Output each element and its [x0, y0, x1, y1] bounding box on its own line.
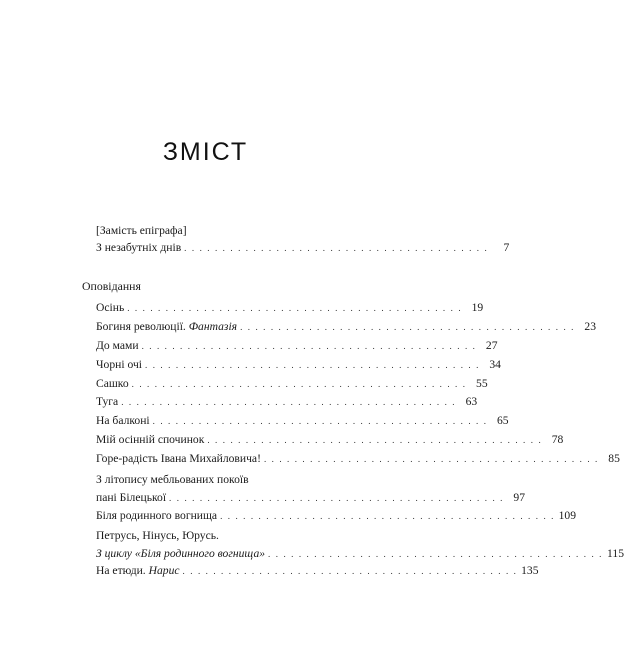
toc-entry-label [96, 451, 261, 466]
toc-entry-label [96, 508, 217, 523]
leader-dots: . . . . . . . . . . . . . . . . . . . . . . . . . . . . . . . . . . . . . . . . . . . . [220, 511, 556, 521]
leader-dots: . . . . . . . . . . . . . . . . . . . . . . . . . . . . . . . . . . . . . . . . . . . . [182, 566, 518, 576]
toc-entry-text: Чорні очі [96, 358, 143, 371]
toc-entry-label [96, 319, 237, 334]
toc-page-number: 23 [584, 320, 597, 333]
toc-entry-first-line [96, 528, 348, 543]
toc-entry-text: На балконі [96, 414, 150, 427]
toc-page-number: 19 [471, 301, 484, 314]
toc-entry[interactable] [96, 432, 564, 448]
section-heading: Оповідання [82, 279, 141, 293]
toc-entry[interactable] [96, 546, 624, 562]
toc-entry-label [96, 413, 150, 428]
toc-entry-text: Мій осінній спочинок [96, 433, 205, 446]
toc-page-number: 78 [551, 433, 564, 446]
toc-page-number: 63 [465, 395, 478, 408]
toc-entry-text: пані Білецької [96, 491, 167, 504]
toc-entry-label [96, 357, 142, 372]
toc-entry-label: З незабутніх днів [96, 241, 182, 254]
toc-page-number: 55 [476, 377, 488, 390]
toc-entry-label [96, 338, 139, 353]
toc-entry-text: На етюди. [96, 564, 146, 577]
leader-dots: . . . . . . . . . . . . . . . . . . . . . . . . . . . . . . . . . . . . . . . . . . . . [152, 416, 488, 426]
toc-entry[interactable] [96, 300, 484, 316]
toc-page-number: 27 [485, 339, 498, 352]
toc-entry-label [96, 432, 204, 447]
toc-entry-label [96, 394, 118, 409]
toc-entry[interactable] [96, 508, 577, 524]
toc-entry-subtitle: З циклу «Біля родинного вогнища» [96, 547, 266, 560]
toc-entry-text: Біля родинного вогнища [96, 509, 218, 522]
toc-entry-text: Туга [96, 395, 119, 408]
toc-page-number: 135 [521, 564, 539, 577]
toc-entry[interactable] [96, 240, 510, 256]
toc-page-number: 34 [489, 358, 501, 371]
toc-entry[interactable] [96, 338, 498, 354]
leader-dots: . . . . . . . . . . . . . . . . . . . . . . . . . . . . . . . . . . . . . . . . . . . . [268, 549, 603, 559]
toc-entry-label [96, 546, 265, 561]
toc-entry[interactable] [96, 394, 478, 410]
toc-entry[interactable] [96, 563, 539, 579]
toc-epigraph-note [96, 223, 348, 238]
toc-entry-label: Петрусь, Нінусь, Юрусь. [96, 529, 219, 542]
toc-entry-label [96, 300, 124, 315]
leader-dots: . . . . . . . . . . . . . . . . . . . . . . . . . . . . . . . . . . . . . . . . . . . . [121, 397, 457, 407]
toc-entry[interactable] [96, 376, 488, 392]
toc-page-number: 7 [503, 241, 510, 254]
toc-entry-text: Горе-радість Івана Михайловича! [96, 452, 261, 465]
toc-page-number: 85 [608, 452, 620, 465]
leader-dots: . . . . . . . . . . . . . . . . . . . . . . . . . . . . . . . . . . . . . . . . . . . . [169, 493, 504, 503]
toc-entry[interactable] [96, 451, 620, 467]
toc-page-number: 97 [513, 491, 525, 504]
toc-entry-text: Богиня революції. [96, 320, 186, 333]
leader-dots: . . . . . . . . . . . . . . . . . . . . . . . . . . . . . . . . . . . . . . . . . . . . [207, 435, 543, 445]
toc-entry-subtitle: Нарис [148, 564, 180, 577]
toc-entry-label [96, 563, 180, 578]
toc-entry-label: [Замість епіграфа] [96, 224, 187, 237]
toc-entry-label [96, 376, 129, 391]
toc-page-number: 109 [558, 509, 577, 522]
toc-entry-text: Осінь [96, 301, 125, 314]
toc-entry-label [96, 490, 166, 505]
leader-dots: . . . . . . . . . . . . . . . . . . . . . . . . . . . . . . . . . . . . . . . . . . . . [240, 322, 576, 332]
leader-dots: . . . . . . . . . . . . . . . . . . . . . . . . . . . . . . . . . . . . . . . . . . . . [263, 454, 599, 464]
toc-entry-text: До мами [96, 339, 139, 352]
toc-page-number: 115 [607, 547, 624, 560]
toc-entry[interactable] [96, 413, 509, 429]
toc-entry[interactable] [96, 319, 597, 335]
leader-dots: . . . . . . . . . . . . . . . . . . . . . . . . . . . . . . . . . . . . . . . . . . . . [131, 379, 467, 389]
page-title: ЗМІСТ [162, 138, 249, 166]
leader-dots: . . . . . . . . . . . . . . . . . . . . . . . . . . . . . . . . . . . . . . . . . . . . [145, 360, 480, 370]
toc-entry[interactable] [96, 490, 525, 506]
toc-entry-label: З літопису мебльованих покоїв [96, 473, 249, 486]
toc-entry-first-line [96, 472, 348, 487]
toc-page-number: 65 [496, 414, 509, 427]
leader-dots: . . . . . . . . . . . . . . . . . . . . . . . . . . . . . . . . . . . . . . . . . . . . [127, 303, 463, 313]
toc-entry[interactable] [96, 357, 501, 373]
toc-entry-text: Сашко [96, 377, 129, 390]
leader-dots: . . . . . . . . . . . . . . . . . . . . . . . . . . . . . . . . . . . . . . . . . . . . [141, 341, 477, 351]
toc-entry-subtitle: Фантазія [188, 320, 238, 333]
leader-dots: . . . . . . . . . . . . . . . . . . . . . . . . . . . . . . . . . . . . . . . . [184, 243, 489, 253]
